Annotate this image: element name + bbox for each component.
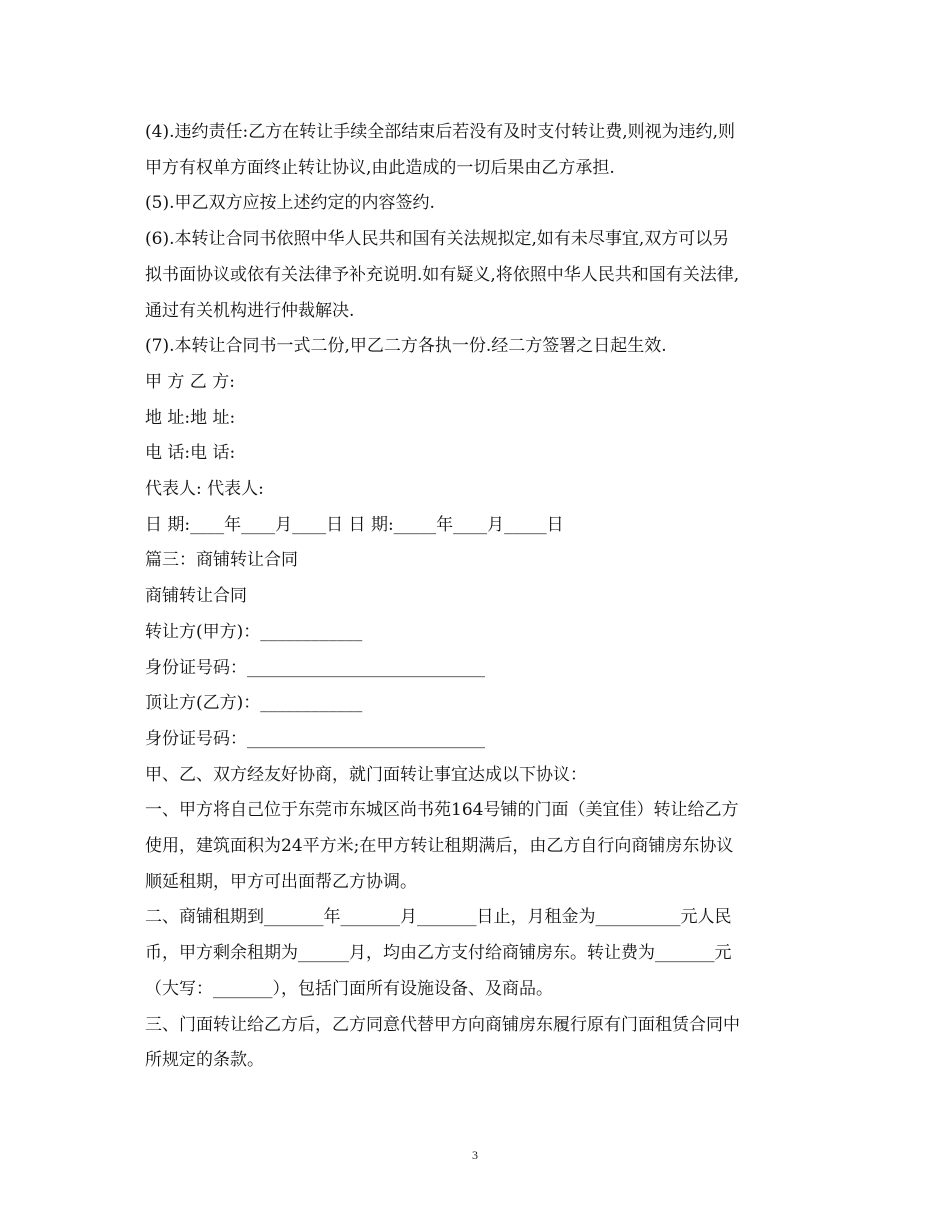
clause-7: (7).本转让合同书一式二份,甲乙二方各执一份.经二方签署之日起生效. — [145, 336, 667, 357]
clause-6-line-1: (6).本转让合同书依照中华人民共和国有关法规拟定,如有未尽事宜,双方可以另 — [145, 229, 730, 250]
page-number: 3 — [472, 1148, 478, 1162]
transferee-field: 顶让方(乙方)：____________ — [145, 693, 363, 714]
party-line: 甲 方 乙 方: — [145, 371, 235, 392]
article-2-line-2: 币，甲方剩余租期为______月，均由乙方支付给商铺房东。转让费为_______元 — [145, 943, 732, 964]
representative-line: 代表人: 代表人: — [145, 479, 264, 500]
article-1-line-2: 使用，建筑面积为24平方米;在甲方转让租期满后，由乙方自行向商铺房东协议 — [145, 836, 734, 857]
agreement-intro: 甲、乙、双方经友好协商，就门面转让事宜达成以下协议： — [145, 764, 587, 785]
clause-6-line-3: 通过有关机构进行仲裁解决. — [145, 300, 355, 321]
document-body — [145, 115, 810, 1079]
transferor-id-field: 身份证号码：____________________________ — [145, 657, 485, 678]
article-3-line-1: 三、门面转让给乙方后，乙方同意代替甲方向商铺房东履行原有门面租赁合同中 — [145, 1014, 740, 1035]
article-2-line-3: （大写：_______），包括门面所有设施设备、及商品。 — [145, 978, 553, 999]
clause-4-line-1: (4).违约责任:乙方在转让手续全部结束后若没有及时支付转让费,则视为违约,则 — [145, 122, 736, 142]
section-heading: 篇三：商铺转让合同 — [145, 550, 298, 571]
phone-line: 电 话:电 话: — [145, 443, 236, 464]
address-line: 地 址:地 址: — [145, 407, 236, 428]
transferor-field: 转让方(甲方)：____________ — [145, 621, 363, 642]
contract-title: 商铺转让合同 — [145, 586, 247, 607]
clause-4-line-2: 甲方有权单方面终止转让协议,由此造成的一切后果由乙方承担. — [145, 157, 615, 178]
transferee-id-field: 身份证号码：____________________________ — [145, 728, 485, 749]
article-2-line-1: 二、商铺租期到_______年_______月_______日止，月租金为__________元人民 — [145, 907, 732, 928]
clause-5: (5).甲乙双方应按上述约定的内容签约. — [145, 193, 435, 214]
article-1-line-3: 顺延租期，甲方可出面帮乙方协调。 — [145, 871, 417, 892]
article-1-line-1: 一、甲方将自己位于东莞市东城区尚书苑164号铺的门面（美宜佳）转让给乙方 — [145, 800, 739, 821]
date-line: 日 期:____年____月____日 日 期:_____年____月_____日 — [145, 514, 564, 535]
clause-6-line-2: 拟书面协议或依有关法律予补充说明.如有疑义,将依照中华人民共和国有关法律, — [145, 264, 740, 285]
article-3-line-2: 所规定的条款。 — [145, 1050, 264, 1071]
